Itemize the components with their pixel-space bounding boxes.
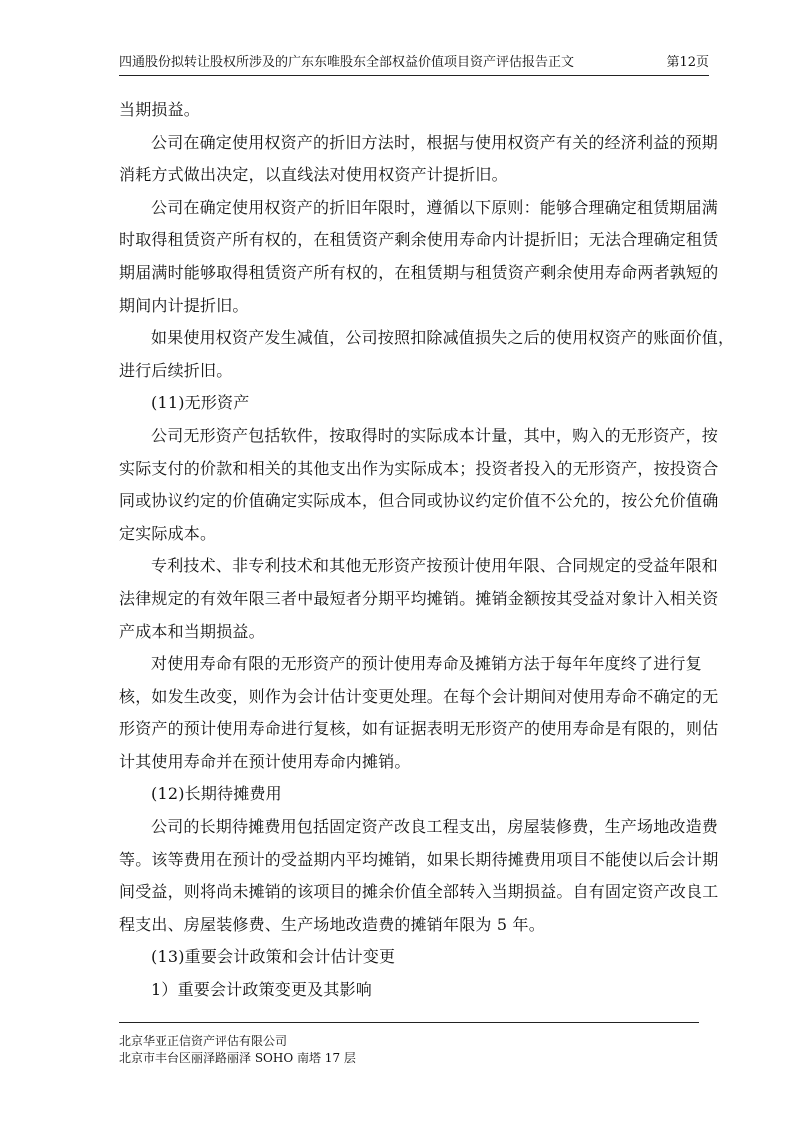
text-line: 法律规定的有效年限三者中最短者分期平均摊销。摊销金额按其受益对象计入相关资 — [119, 588, 719, 608]
text-line: (11)无形资产 — [151, 393, 250, 413]
page-header — [119, 54, 709, 76]
text-line: 计其使用寿命并在预计使用寿命内摊销。 — [119, 751, 411, 771]
text-line: 程支出、房屋装修费、生产场地改造费的摊销年限为 5 年。 — [119, 914, 545, 934]
footer-company: 北京华亚正信资产评估有限公司 — [119, 1034, 288, 1048]
text-line: 期间内计提折旧。 — [119, 295, 249, 315]
text-line: 实际支付的价款和相关的其他支出作为实际成本；投资者投入的无形资产，按投资合 — [119, 458, 719, 478]
text-line: 公司的长期待摊费用包括固定资产改良工程支出，房屋装修费，生产场地改造费 — [151, 817, 719, 837]
text-line: 产成本和当期损益。 — [119, 621, 265, 641]
text-line: 专利技术、非专利技术和其他无形资产按预计使用年限、合同规定的受益年限和 — [151, 556, 719, 576]
report-title: 四通股份拟转让股权所涉及的广东东唯股东全部权益价值项目资产评估报告正文 — [119, 55, 575, 70]
text-line: 进行后续折旧。 — [119, 360, 233, 380]
header-divider — [119, 75, 709, 76]
text-line: 期届满时能够取得租赁资产所有权的，在租赁期与租赁资产剩余使用寿命两者孰短的 — [119, 262, 719, 282]
text-line: 对使用寿命有限的无形资产的预计使用寿命及摊销方法于每年年度终了进行复 — [151, 654, 702, 674]
text-line: 当期损益。 — [119, 100, 201, 119]
footer-address: 北京市丰台区丽泽路丽泽 SOHO 南塔 17 层 — [119, 1051, 356, 1065]
text-line: 同或协议约定的价值确定实际成本，但合同或协议约定价值不公允的，按公允价值确 — [119, 491, 719, 511]
page-number: 第12页 — [666, 55, 709, 70]
text-line: 等。该等费用在预计的受益期内平均摊销，如果长期待摊费用项目不能使以后会计期 — [119, 849, 719, 869]
text-line: 公司在确定使用权资产的折旧年限时，遵循以下原则：能够合理确定租赁期届满 — [151, 197, 719, 217]
text-line: 时取得租赁资产所有权的，在租赁资产剩余使用寿命内计提折旧；无法合理确定租赁 — [119, 230, 719, 250]
text-line: 核，如发生改变，则作为会计估计变更处理。在每个会计期间对使用寿命不确定的无 — [119, 686, 719, 706]
text-line: (12)长期待摊费用 — [151, 784, 282, 804]
text-line: (13)重要会计政策和会计估计变更 — [151, 947, 396, 967]
text-line: 间受益，则将尚未摊销的该项目的摊余价值全部转入当期损益。自有固定资产改良工 — [119, 882, 719, 902]
body-text — [119, 94, 735, 1007]
footer-divider — [119, 1022, 699, 1023]
text-line: 公司在确定使用权资产的折旧方法时，根据与使用权资产有关的经济利益的预期 — [151, 132, 719, 152]
text-line: 1）重要会计政策变更及其影响 — [151, 980, 372, 1000]
text-line: 形资产的预计使用寿命进行复核，如有证据表明无形资产的使用寿命是有限的，则估 — [119, 719, 719, 739]
footer-text — [119, 1033, 356, 1067]
text-line: 定实际成本。 — [119, 523, 217, 543]
text-line: 公司无形资产包括软件，按取得时的实际成本计量，其中，购入的无形资产，按 — [151, 425, 719, 445]
text-line: 消耗方式做出决定，以直线法对使用权资产计提折旧。 — [119, 165, 508, 185]
text-line: 如果使用权资产发生减值，公司按照扣除减值损失之后的使用权资产的账面价值， — [151, 328, 735, 348]
